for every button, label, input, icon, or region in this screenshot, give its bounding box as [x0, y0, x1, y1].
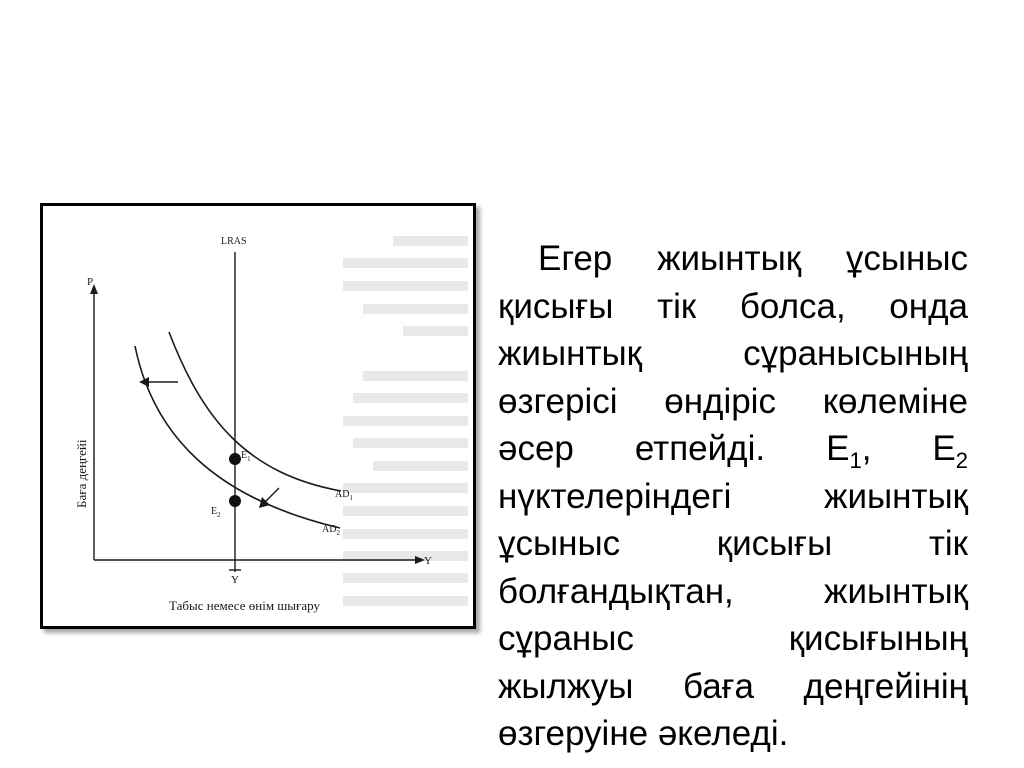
ad2-label: $AD_2$	[322, 524, 340, 537]
y-axis-label: Y	[424, 555, 432, 567]
e2-subscript: 2	[955, 448, 968, 473]
vertical-axis-title: Баға деңгейі	[74, 439, 89, 508]
text-part-3: нүктелеріндегі жиынтық ұсыныс қисығы тік болғандықтан, жиынтық сұраныс қисығының жылжуы баға деңгейінің өзгеруіне әкеледі.	[498, 476, 968, 753]
lras-label: LRAS	[221, 236, 247, 247]
e1-label: $E_1$	[241, 450, 251, 463]
e1-point	[229, 453, 241, 465]
e1-subscript: 1	[849, 448, 862, 473]
economics-diagram	[40, 203, 476, 629]
e2-point	[229, 495, 241, 507]
background-text-ghost	[343, 241, 468, 601]
e2-label: $E_2$	[211, 506, 221, 519]
ad1-label: $AD_1$	[335, 489, 353, 502]
y-bar-label: Y	[231, 574, 239, 586]
p-axis-label: P	[87, 276, 94, 288]
text-part-2: , Е	[861, 429, 956, 468]
ad1-curve	[169, 332, 341, 491]
ad-lras-graph	[43, 206, 473, 626]
horizontal-axis-title: Табыс немесе өнім шығару	[169, 598, 320, 613]
explanation-text	[498, 235, 968, 758]
text-part-1: Егер жиынтық ұсыныс қисығы тік болса, онда жиынтық сұранысының өзгерісі өндіріс көлеміне әсер етпейді. Е	[498, 239, 968, 468]
